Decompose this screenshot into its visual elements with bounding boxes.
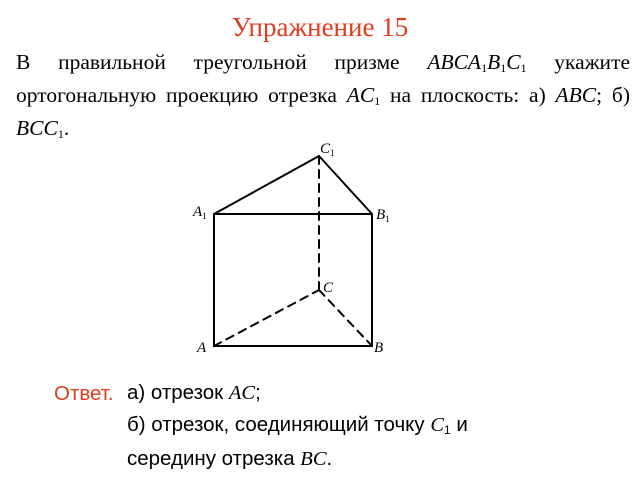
prism-sub-3: 1 [520, 61, 527, 75]
prism-name-a: ABCA [427, 50, 482, 74]
segment-sub: 1 [374, 94, 381, 108]
edge-a1-c1 [214, 156, 319, 214]
answer-part-b [127, 408, 547, 476]
prism-name-b: B [487, 50, 501, 74]
exercise-title: Упражнение 15 [231, 12, 409, 42]
answer-a-end: ; [255, 381, 261, 404]
edge-c1-b1 [319, 156, 372, 214]
answer-label: Ответ. [54, 382, 114, 405]
label-c1: $C_1$ [320, 141, 335, 158]
answer-b-text: б) отрезок, соединяющий точку [127, 413, 431, 436]
answer-b-segment: BC [300, 448, 327, 470]
label-a: A [197, 340, 207, 356]
label-b: B [374, 340, 384, 356]
answer-b-text-2: и середину отрезка [127, 413, 468, 470]
plane-b-sub: 1 [57, 127, 64, 141]
problem-text-1: В правильной треугольной призме [16, 50, 428, 74]
problem-text-3: на плоскость: а) [380, 83, 556, 107]
answer-b-point-sub: 1 [444, 423, 451, 437]
prism-sub-1: 1 [481, 61, 488, 75]
edge-c-b-hidden [319, 290, 372, 346]
label-b1: $B_1$ [376, 207, 390, 224]
prism-name-c: C [506, 50, 521, 74]
answer-a-text: а) отрезок [127, 381, 229, 404]
answer-b-point: C [430, 414, 445, 436]
answer-part-a [127, 381, 261, 405]
problem-text-5: . [63, 116, 70, 140]
prism-sub-2: 1 [500, 61, 507, 75]
answer-a-segment: AC [228, 382, 256, 404]
segment-name: AC [346, 83, 375, 107]
edge-a-c-hidden [214, 290, 319, 346]
plane-a-name: ABC [555, 83, 597, 107]
label-c: C [323, 280, 334, 296]
answer-b-end: . [326, 447, 333, 470]
plane-b-name: BCC [16, 116, 58, 140]
label-a1: $A_1$ [193, 204, 207, 221]
problem-text-4: ; б) [596, 83, 630, 107]
problem-text-2: укажите ортогональную проекцию отрезка [16, 50, 631, 107]
